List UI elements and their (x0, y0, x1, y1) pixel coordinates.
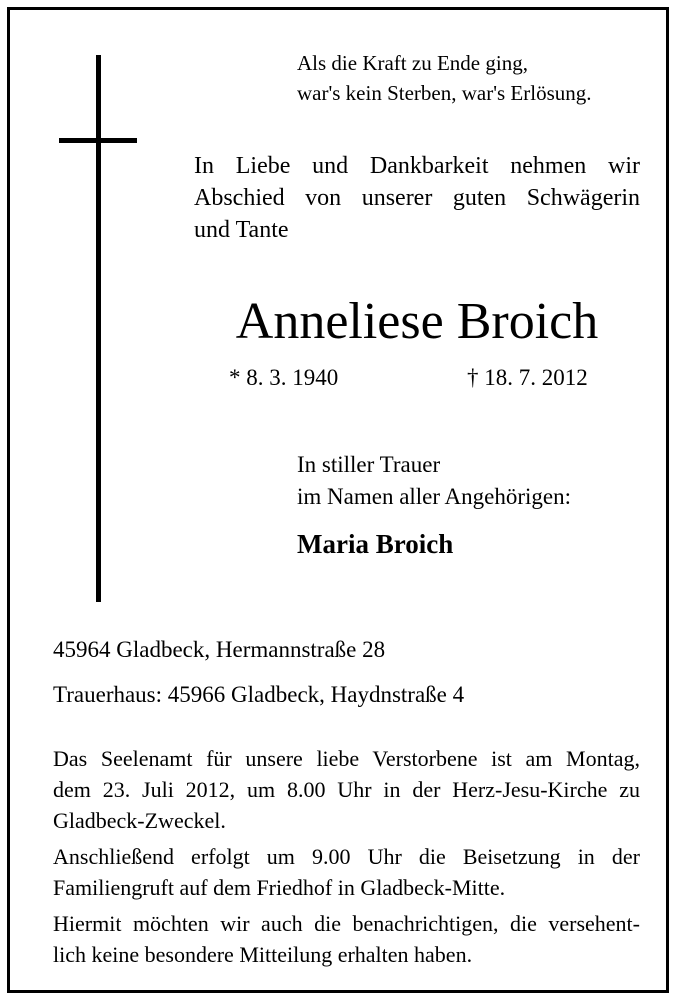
address: 45964 Gladbeck, Hermannstraße 28 (53, 637, 386, 662)
burial-line: Familiengruft auf dem Friedhof in Gladbeck-Mitte. (53, 875, 506, 900)
service-paragraph (53, 743, 640, 836)
burial-paragraph (53, 841, 640, 903)
motto (297, 48, 657, 108)
mourning-text (297, 449, 657, 513)
burial-line: Anschließend erfolgt um 9.00 Uhr die Beisetzung in der (53, 844, 640, 869)
motto-line: war's kein Sterben, war's Erlösung. (297, 81, 592, 105)
note-line: Hiermit möchten wir auch die benachrichtigen, die versehent- (53, 911, 640, 936)
death-date: † 18. 7. 2012 (467, 365, 588, 390)
service-line: Gladbeck-Zweckel. (53, 808, 226, 833)
cross-icon-crossbar (59, 138, 137, 143)
motto-line: Als die Kraft zu Ende ging, (297, 51, 528, 75)
note-line: lich keine besondere Mitteilung erhalten haben. (53, 942, 473, 967)
birth-date: * 8. 3. 1940 (229, 365, 339, 390)
trauerhaus-address: Trauerhaus: 45966 Gladbeck, Haydnstraße 4 (53, 682, 465, 707)
mourning-line: In stiller Trauer (297, 452, 441, 477)
note-paragraph (53, 908, 640, 970)
intro-line: In Liebe und Dankbarkeit nehmen wir (194, 153, 640, 179)
intro-line: Abschied von unserer guten Schwägerin (194, 185, 640, 211)
signer-name: Maria Broich (297, 529, 454, 559)
service-line: Das Seelenamt für unsere liebe Verstorbene ist am Montag, (53, 746, 640, 771)
intro-text (194, 150, 640, 246)
mourning-line: im Namen aller Angehörigen: (297, 484, 572, 509)
deceased-name: Anneliese Broich (235, 293, 599, 350)
service-line: dem 23. Juli 2012, um 8.00 Uhr in der Herz-Jesu-Kirche zu (53, 777, 640, 802)
obituary-notice (7, 7, 669, 993)
intro-line: und Tante (194, 217, 289, 243)
